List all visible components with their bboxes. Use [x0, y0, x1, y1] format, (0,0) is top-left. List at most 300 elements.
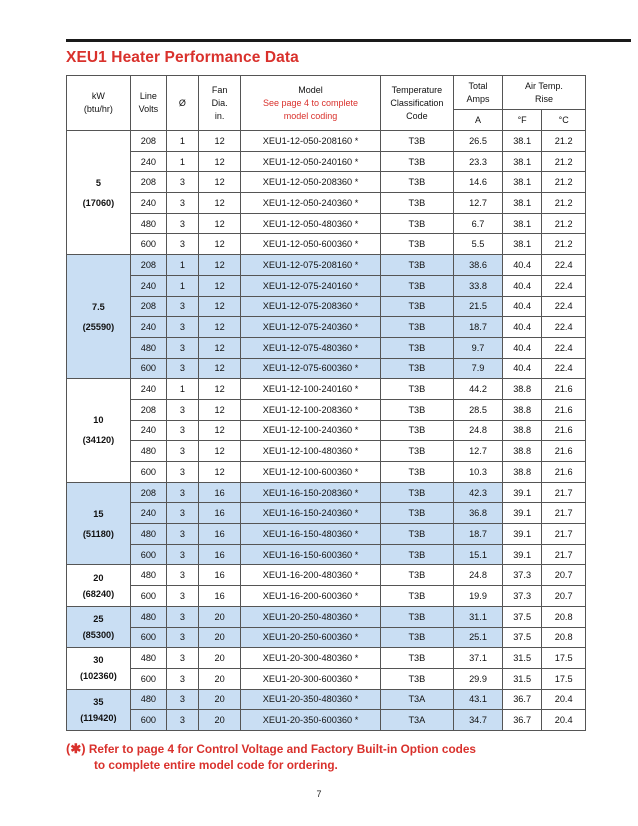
cell-rise-c: 21.7 — [542, 524, 586, 545]
cell-total-amps: 6.7 — [454, 213, 503, 234]
cell-rise-f: 40.4 — [502, 337, 541, 358]
cell-temp-code: T3B — [380, 606, 453, 627]
header-volts-label: Volts — [138, 104, 159, 114]
cell-kw-group — [67, 689, 131, 730]
cell-rise-f: 40.4 — [502, 358, 541, 379]
kw-value: 5 — [95, 177, 101, 188]
cell-rise-c: 21.2 — [542, 234, 586, 255]
cell-line-volts: 208 — [130, 131, 166, 152]
cell-phase: 3 — [166, 337, 198, 358]
footnote-line-2: to complete entire model code for ordering. — [94, 758, 338, 772]
cell-temp-code: T3B — [380, 420, 453, 441]
table-row — [67, 503, 586, 524]
cell-kw-group — [67, 565, 131, 606]
cell-fan-dia: 20 — [198, 710, 241, 731]
cell-rise-c: 21.7 — [542, 503, 586, 524]
cell-phase: 3 — [166, 586, 198, 607]
cell-model: XEU1-16-200-480360 * — [241, 565, 380, 586]
btu-value: (102360) — [80, 671, 117, 682]
cell-temp-code: T3B — [380, 213, 453, 234]
cell-fan-dia: 12 — [198, 296, 241, 317]
header-amps-label: Amps — [466, 93, 490, 104]
table-row — [67, 193, 586, 214]
cell-model: XEU1-12-050-480360 * — [241, 213, 380, 234]
table-row — [67, 131, 586, 152]
cell-phase: 1 — [166, 151, 198, 172]
cell-rise-c: 17.5 — [542, 648, 586, 669]
cell-model: XEU1-12-100-240360 * — [241, 420, 380, 441]
cell-rise-c: 21.2 — [542, 213, 586, 234]
table-row — [67, 379, 586, 400]
cell-phase: 3 — [166, 193, 198, 214]
cell-rise-c: 21.2 — [542, 172, 586, 193]
cell-fan-dia: 20 — [198, 668, 241, 689]
cell-temp-code: T3B — [380, 668, 453, 689]
cell-fan-dia: 12 — [198, 379, 241, 400]
cell-line-volts: 600 — [130, 668, 166, 689]
cell-rise-c: 21.7 — [542, 544, 586, 565]
header-total-label: Total — [468, 80, 488, 91]
cell-model: XEU1-12-075-240160 * — [241, 275, 380, 296]
cell-rise-f: 38.8 — [502, 379, 541, 400]
cell-phase: 3 — [166, 213, 198, 234]
cell-total-amps: 31.1 — [454, 606, 503, 627]
cell-total-amps: 18.7 — [454, 317, 503, 338]
header-model — [241, 76, 380, 131]
cell-temp-code: T3B — [380, 627, 453, 648]
cell-rise-f: 38.1 — [502, 213, 541, 234]
cell-fan-dia: 12 — [198, 255, 241, 276]
table-row — [67, 627, 586, 648]
cell-phase: 3 — [166, 503, 198, 524]
table-row — [67, 317, 586, 338]
btu-value: (68240) — [82, 588, 115, 599]
cell-model: XEU1-12-100-208360 * — [241, 399, 380, 420]
cell-phase: 3 — [166, 565, 198, 586]
cell-phase: 3 — [166, 399, 198, 420]
cell-total-amps: 5.5 — [454, 234, 503, 255]
cell-line-volts: 600 — [130, 462, 166, 483]
cell-phase: 3 — [166, 627, 198, 648]
cell-total-amps: 10.3 — [454, 462, 503, 483]
cell-fan-dia: 12 — [198, 213, 241, 234]
table-body — [67, 131, 586, 731]
cell-model: XEU1-20-250-600360 * — [241, 627, 380, 648]
cell-total-amps: 29.9 — [454, 668, 503, 689]
cell-total-amps: 24.8 — [454, 565, 503, 586]
cell-temp-code: T3B — [380, 275, 453, 296]
cell-line-volts: 480 — [130, 441, 166, 462]
cell-total-amps: 36.8 — [454, 503, 503, 524]
cell-rise-c: 22.4 — [542, 255, 586, 276]
header-temp-code — [380, 76, 453, 131]
cell-rise-f: 37.5 — [502, 606, 541, 627]
table-row — [67, 710, 586, 731]
header-btu-label: (btu/hr) — [83, 104, 113, 114]
cell-model: XEU1-20-300-600360 * — [241, 668, 380, 689]
cell-rise-f: 40.4 — [502, 275, 541, 296]
cell-total-amps: 12.7 — [454, 441, 503, 462]
btu-value: (17060) — [82, 197, 115, 208]
page-title: XEU1 Heater Performance Data — [66, 49, 299, 66]
header-kw — [67, 76, 131, 131]
cell-total-amps: 42.3 — [454, 482, 503, 503]
cell-phase: 3 — [166, 296, 198, 317]
cell-rise-f: 39.1 — [502, 544, 541, 565]
cell-total-amps: 25.1 — [454, 627, 503, 648]
cell-line-volts: 208 — [130, 255, 166, 276]
cell-fan-dia: 12 — [198, 131, 241, 152]
cell-phase: 3 — [166, 648, 198, 669]
btu-value: (119420) — [80, 712, 117, 723]
kw-value: 7.5 — [92, 301, 105, 312]
table-row — [67, 337, 586, 358]
cell-line-volts: 208 — [130, 399, 166, 420]
cell-total-amps: 33.8 — [454, 275, 503, 296]
cell-rise-f: 38.1 — [502, 234, 541, 255]
table-row — [67, 358, 586, 379]
header-model-note: See page 4 to complete — [262, 97, 359, 108]
header-model-label: Model — [298, 84, 323, 95]
cell-fan-dia: 20 — [198, 606, 241, 627]
cell-rise-c: 21.6 — [542, 399, 586, 420]
cell-total-amps: 34.7 — [454, 710, 503, 731]
cell-line-volts: 480 — [130, 648, 166, 669]
cell-fan-dia: 20 — [198, 627, 241, 648]
footnote-marker: (✱) — [66, 741, 86, 756]
table-row — [67, 151, 586, 172]
cell-model: XEU1-12-050-240360 * — [241, 193, 380, 214]
footnote — [66, 741, 606, 773]
cell-rise-f: 38.8 — [502, 420, 541, 441]
cell-temp-code: T3B — [380, 482, 453, 503]
cell-rise-f: 31.5 — [502, 668, 541, 689]
page-number: 7 — [316, 789, 322, 799]
kw-value: 20 — [93, 572, 104, 583]
cell-total-amps: 38.6 — [454, 255, 503, 276]
header-amps-unit: A — [454, 110, 503, 131]
table-row — [67, 275, 586, 296]
btu-value: (25590) — [82, 321, 115, 332]
table-row — [67, 689, 586, 710]
cell-kw-group — [67, 255, 131, 379]
cell-line-volts: 480 — [130, 606, 166, 627]
cell-model: XEU1-12-075-600360 * — [241, 358, 380, 379]
cell-rise-f: 40.4 — [502, 296, 541, 317]
cell-rise-f: 31.5 — [502, 648, 541, 669]
cell-phase: 3 — [166, 234, 198, 255]
cell-total-amps: 18.7 — [454, 524, 503, 545]
cell-model: XEU1-12-100-480360 * — [241, 441, 380, 462]
header-line-volts — [130, 76, 166, 131]
cell-phase: 3 — [166, 441, 198, 462]
cell-rise-c: 20.4 — [542, 689, 586, 710]
cell-rise-c: 21.2 — [542, 193, 586, 214]
cell-line-volts: 240 — [130, 275, 166, 296]
cell-total-amps: 44.2 — [454, 379, 503, 400]
cell-line-volts: 600 — [130, 234, 166, 255]
cell-rise-f: 38.8 — [502, 399, 541, 420]
header-phase — [166, 76, 198, 131]
cell-fan-dia: 16 — [198, 503, 241, 524]
cell-phase: 3 — [166, 172, 198, 193]
cell-rise-f: 36.7 — [502, 710, 541, 731]
header-air-temp-rise — [502, 76, 585, 110]
cell-model: XEU1-16-200-600360 * — [241, 586, 380, 607]
cell-rise-f: 38.8 — [502, 441, 541, 462]
cell-rise-f: 36.7 — [502, 689, 541, 710]
cell-total-amps: 23.3 — [454, 151, 503, 172]
cell-phase: 3 — [166, 358, 198, 379]
cell-total-amps: 15.1 — [454, 544, 503, 565]
cell-fan-dia: 16 — [198, 482, 241, 503]
header-deg-c: °C — [542, 110, 586, 131]
header-classification-label: Classification — [390, 97, 444, 108]
table-row — [67, 462, 586, 483]
table-row — [67, 399, 586, 420]
cell-fan-dia: 12 — [198, 172, 241, 193]
header-total-amps — [454, 76, 503, 110]
cell-kw-group — [67, 379, 131, 482]
cell-temp-code: T3B — [380, 441, 453, 462]
table-header — [67, 76, 586, 131]
cell-temp-code: T3B — [380, 255, 453, 276]
cell-rise-c: 21.6 — [542, 441, 586, 462]
header-air-temp-label: Air Temp. — [525, 80, 563, 91]
cell-phase: 1 — [166, 379, 198, 400]
cell-line-volts: 600 — [130, 544, 166, 565]
cell-phase: 3 — [166, 668, 198, 689]
btu-value: (85300) — [82, 630, 115, 640]
cell-total-amps: 7.9 — [454, 358, 503, 379]
cell-rise-f: 37.3 — [502, 586, 541, 607]
cell-rise-c: 21.6 — [542, 420, 586, 441]
cell-rise-f: 38.8 — [502, 462, 541, 483]
cell-fan-dia: 16 — [198, 565, 241, 586]
cell-model: XEU1-16-150-600360 * — [241, 544, 380, 565]
table-row — [67, 606, 586, 627]
table-row — [67, 586, 586, 607]
kw-value: 35 — [93, 696, 104, 707]
cell-temp-code: T3B — [380, 296, 453, 317]
cell-total-amps: 26.5 — [454, 131, 503, 152]
cell-phase: 3 — [166, 689, 198, 710]
cell-fan-dia: 12 — [198, 462, 241, 483]
cell-rise-f: 37.5 — [502, 627, 541, 648]
cell-phase: 3 — [166, 482, 198, 503]
cell-line-volts: 600 — [130, 710, 166, 731]
cell-temp-code: T3B — [380, 648, 453, 669]
cell-phase: 3 — [166, 317, 198, 338]
table-row — [67, 296, 586, 317]
table-row — [67, 213, 586, 234]
cell-rise-c: 22.4 — [542, 317, 586, 338]
cell-line-volts: 208 — [130, 296, 166, 317]
cell-rise-c: 21.2 — [542, 151, 586, 172]
cell-temp-code: T3B — [380, 503, 453, 524]
cell-temp-code: T3B — [380, 565, 453, 586]
cell-rise-c: 21.6 — [542, 462, 586, 483]
cell-rise-f: 38.1 — [502, 151, 541, 172]
cell-line-volts: 240 — [130, 151, 166, 172]
cell-phase: 3 — [166, 524, 198, 545]
cell-temp-code: T3A — [380, 689, 453, 710]
cell-temp-code: T3B — [380, 193, 453, 214]
cell-total-amps: 21.5 — [454, 296, 503, 317]
cell-line-volts: 480 — [130, 524, 166, 545]
cell-fan-dia: 20 — [198, 648, 241, 669]
cell-line-volts: 240 — [130, 420, 166, 441]
cell-model: XEU1-12-050-600360 * — [241, 234, 380, 255]
cell-line-volts: 600 — [130, 627, 166, 648]
cell-line-volts: 240 — [130, 503, 166, 524]
header-deg-f: °F — [502, 110, 541, 131]
cell-temp-code: T3B — [380, 317, 453, 338]
cell-phase: 3 — [166, 462, 198, 483]
cell-line-volts: 208 — [130, 172, 166, 193]
cell-line-volts: 480 — [130, 565, 166, 586]
cell-rise-c: 22.4 — [542, 358, 586, 379]
cell-fan-dia: 12 — [198, 275, 241, 296]
header-phase-label: Ø — [178, 97, 186, 108]
cell-rise-c: 22.4 — [542, 296, 586, 317]
cell-model: XEU1-12-100-240160 * — [241, 379, 380, 400]
table-row — [67, 172, 586, 193]
cell-model: XEU1-12-075-208160 * — [241, 255, 380, 276]
kw-value: 15 — [93, 508, 104, 519]
cell-temp-code: T3B — [380, 358, 453, 379]
kw-value: 25 — [93, 614, 104, 624]
cell-line-volts: 480 — [130, 337, 166, 358]
cell-rise-f: 39.1 — [502, 524, 541, 545]
btu-value: (51180) — [82, 528, 114, 539]
cell-line-volts: 600 — [130, 358, 166, 379]
cell-fan-dia: 12 — [198, 420, 241, 441]
header-in-label: in. — [214, 110, 225, 121]
cell-fan-dia: 12 — [198, 441, 241, 462]
table-row — [67, 420, 586, 441]
header-fan-dia — [198, 76, 241, 131]
cell-rise-c: 20.8 — [542, 627, 586, 648]
cell-rise-c: 21.2 — [542, 131, 586, 152]
cell-rise-f: 39.1 — [502, 503, 541, 524]
table-row — [67, 668, 586, 689]
cell-total-amps: 24.8 — [454, 420, 503, 441]
cell-line-volts: 480 — [130, 689, 166, 710]
cell-kw-group — [67, 482, 131, 565]
cell-rise-f: 39.1 — [502, 482, 541, 503]
table-row — [67, 648, 586, 669]
cell-line-volts: 480 — [130, 213, 166, 234]
performance-table — [66, 75, 586, 731]
cell-phase: 1 — [166, 255, 198, 276]
cell-total-amps: 12.7 — [454, 193, 503, 214]
cell-kw-group — [67, 648, 131, 689]
cell-phase: 1 — [166, 275, 198, 296]
header-fan-label: Fan — [211, 84, 228, 95]
cell-temp-code: T3B — [380, 131, 453, 152]
footnote-line-1: Refer to page 4 for Control Voltage and Factory Built-in Option codes — [88, 742, 476, 756]
table-row — [67, 255, 586, 276]
cell-temp-code: T3B — [380, 462, 453, 483]
cell-model: XEU1-16-150-208360 * — [241, 482, 380, 503]
cell-line-volts: 208 — [130, 482, 166, 503]
cell-rise-f: 37.3 — [502, 565, 541, 586]
cell-kw-group — [67, 131, 131, 255]
cell-fan-dia: 12 — [198, 337, 241, 358]
cell-line-volts: 240 — [130, 317, 166, 338]
header-kw-label: kW — [91, 91, 105, 101]
cell-fan-dia: 16 — [198, 524, 241, 545]
header-temp-label: Temperature — [391, 84, 443, 95]
table-row — [67, 441, 586, 462]
cell-model: XEU1-12-075-208360 * — [241, 296, 380, 317]
cell-rise-f: 40.4 — [502, 317, 541, 338]
cell-temp-code: T3B — [380, 524, 453, 545]
top-rule — [66, 39, 631, 42]
cell-line-volts: 240 — [130, 379, 166, 400]
cell-model: XEU1-12-050-240160 * — [241, 151, 380, 172]
cell-line-volts: 600 — [130, 586, 166, 607]
cell-fan-dia: 16 — [198, 544, 241, 565]
cell-fan-dia: 12 — [198, 317, 241, 338]
cell-rise-f: 38.1 — [502, 193, 541, 214]
cell-fan-dia: 12 — [198, 151, 241, 172]
cell-phase: 3 — [166, 544, 198, 565]
cell-model: XEU1-12-075-480360 * — [241, 337, 380, 358]
cell-total-amps: 14.6 — [454, 172, 503, 193]
cell-fan-dia: 16 — [198, 586, 241, 607]
cell-total-amps: 37.1 — [454, 648, 503, 669]
cell-rise-c: 22.4 — [542, 337, 586, 358]
cell-model: XEU1-12-075-240360 * — [241, 317, 380, 338]
cell-model: XEU1-20-300-480360 * — [241, 648, 380, 669]
cell-model: XEU1-20-350-600360 * — [241, 710, 380, 731]
cell-rise-c: 20.7 — [542, 565, 586, 586]
table-row — [67, 482, 586, 503]
header-dia-label: Dia. — [211, 97, 228, 108]
cell-rise-f: 38.1 — [502, 172, 541, 193]
table-row — [67, 524, 586, 545]
cell-temp-code: T3B — [380, 337, 453, 358]
header-line-label: Line — [139, 91, 157, 101]
cell-rise-c: 20.8 — [542, 606, 586, 627]
table-row — [67, 234, 586, 255]
cell-fan-dia: 12 — [198, 358, 241, 379]
cell-model: XEU1-20-250-480360 * — [241, 606, 380, 627]
cell-temp-code: T3B — [380, 399, 453, 420]
btu-value: (34120) — [82, 435, 115, 446]
cell-rise-c: 21.7 — [542, 482, 586, 503]
cell-temp-code: T3B — [380, 586, 453, 607]
cell-temp-code: T3B — [380, 172, 453, 193]
cell-rise-f: 40.4 — [502, 255, 541, 276]
cell-total-amps: 9.7 — [454, 337, 503, 358]
cell-temp-code: T3A — [380, 710, 453, 731]
table-row — [67, 544, 586, 565]
cell-model: XEU1-16-150-240360 * — [241, 503, 380, 524]
cell-model: XEU1-12-100-600360 * — [241, 462, 380, 483]
cell-line-volts: 240 — [130, 193, 166, 214]
cell-total-amps: 28.5 — [454, 399, 503, 420]
kw-value: 10 — [93, 415, 104, 426]
cell-rise-c: 21.6 — [542, 379, 586, 400]
cell-model: XEU1-16-150-480360 * — [241, 524, 380, 545]
cell-rise-c: 17.5 — [542, 668, 586, 689]
cell-phase: 3 — [166, 710, 198, 731]
cell-temp-code: T3B — [380, 234, 453, 255]
cell-rise-c: 22.4 — [542, 275, 586, 296]
